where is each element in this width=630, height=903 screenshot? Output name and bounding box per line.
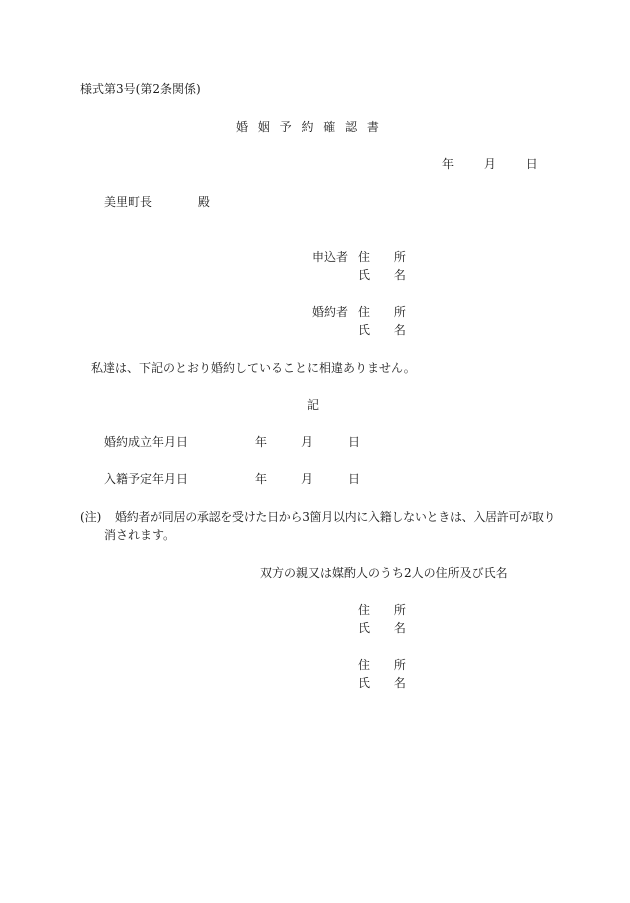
- date-month: 月: [483, 157, 496, 171]
- applicant-name-label: 氏 名: [358, 268, 416, 282]
- addressee-honorific: 殿: [197, 195, 210, 209]
- engagement-date-day: 日: [348, 435, 361, 449]
- engagement-date-year: 年: [255, 435, 268, 449]
- addressee-name: 美里町長: [104, 195, 153, 209]
- guarantor-1-address-label: 住 所: [358, 603, 416, 617]
- applicant-address-label: 住 所: [358, 250, 416, 264]
- registration-date-year: 年: [255, 472, 268, 486]
- registration-date-month: 月: [301, 472, 314, 486]
- engagement-date-month: 月: [301, 435, 314, 449]
- guarantor-1-name-label: 氏 名: [358, 621, 416, 635]
- registration-date-day: 日: [348, 472, 361, 486]
- ki-heading: 記: [307, 398, 320, 412]
- document-title: 婚 姻 予 約 確 認 書: [236, 120, 382, 134]
- registration-date-label: 入籍予定年月日: [104, 472, 189, 486]
- fiance-name-label: 氏 名: [358, 323, 416, 337]
- guarantor-2-address-label: 住 所: [358, 658, 416, 672]
- fiance-address-label: 住 所: [358, 305, 416, 319]
- fiance-label: 婚約者: [312, 305, 349, 319]
- applicant-label: 申込者: [312, 250, 349, 264]
- date-line: [442, 157, 538, 171]
- date-day: 日: [525, 157, 538, 171]
- note-line2: 消されます。: [104, 528, 176, 542]
- guarantor-heading: 双方の親又は媒酌人のうち2人の住所及び氏名: [260, 566, 508, 580]
- engagement-date-label: 婚約成立年月日: [104, 435, 189, 449]
- declaration-text: 私達は、下記のとおり婚約していることに相違ありません。: [91, 361, 416, 375]
- note-line1: 婚約者が同居の承認を受けた日から3箇月以内に入籍しないときは、入居許可が取り: [115, 510, 556, 524]
- guarantor-2-name-label: 氏 名: [358, 676, 416, 690]
- addressee: [104, 195, 210, 209]
- form-number: 様式第3号(第2条関係): [80, 82, 201, 96]
- date-year: 年: [442, 157, 455, 171]
- note-label: (注): [80, 510, 102, 524]
